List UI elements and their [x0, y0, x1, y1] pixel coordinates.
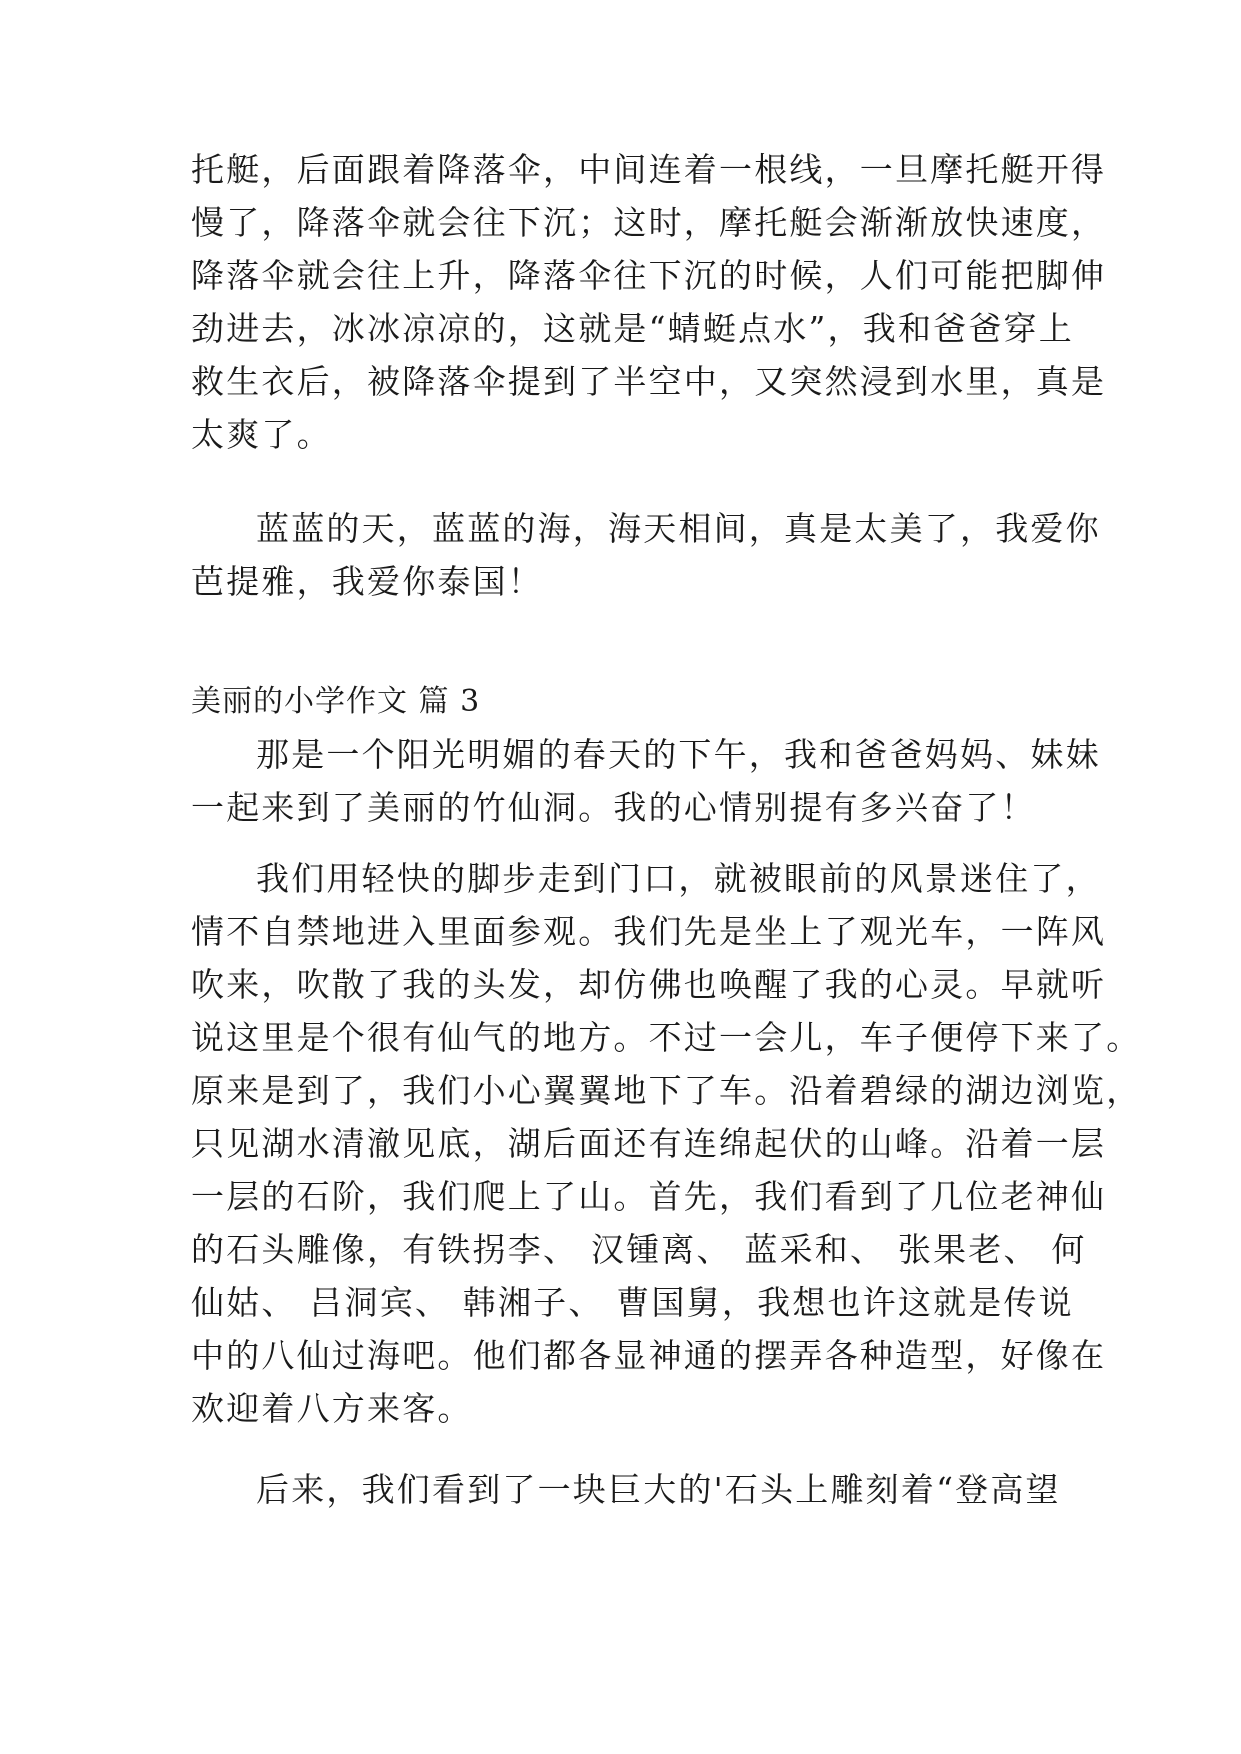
text-line: 原来是到了，我们小心翼翼地下了车。沿着碧绿的湖边浏览， [191, 1071, 1142, 1110]
text-line: 那是一个阳光明媚的春天的下午，我和爸爸妈妈、妹妹 [256, 735, 1101, 774]
text-line: 欢迎着八方来客。 [191, 1389, 473, 1428]
text-line: 只见湖水清澈见底，湖后面还有连绵起伏的山峰。沿着一层 [191, 1124, 1107, 1163]
text-line: 后来，我们看到了一块巨大的'石头上雕刻着“登高望 [256, 1470, 1061, 1509]
text-line: 太爽了。 [191, 415, 332, 454]
text-line: 仙姑、 吕洞宾、 韩湘子、 曹国舅，我想也许这就是传说 [191, 1283, 1074, 1322]
text-line: 中的八仙过海吧。他们都各显神通的摆弄各种造型，好像在 [191, 1336, 1107, 1375]
text-line: 救生衣后，被降落伞提到了半空中，又突然浸到水里，真是 [191, 362, 1107, 401]
text-line: 一起来到了美丽的竹仙洞。我的心情别提有多兴奋了！ [191, 788, 1036, 827]
text-line: 吹来，吹散了我的头发，却仿佛也唤醒了我的心灵。早就听 [191, 965, 1107, 1004]
text-line: 劲进去，冰冰凉凉的，这就是“蜻蜓点水”，我和爸爸穿上 [191, 309, 1074, 348]
text-line: 的石头雕像，有铁拐李、 汉锺离、 蓝采和、 张果老、 何 [191, 1230, 1087, 1269]
text-line: 我们用轻快的脚步走到门口，就被眼前的风景迷住了， [256, 859, 1101, 898]
text-line: 蓝蓝的天，蓝蓝的海，海天相间，真是太美了，我爱你 [256, 509, 1101, 548]
text-line: 一层的石阶，我们爬上了山。首先，我们看到了几位老神仙 [191, 1177, 1107, 1216]
text-line: 情不自禁地进入里面参观。我们先是坐上了观光车，一阵风 [191, 912, 1107, 951]
text-line: 托艇，后面跟着降落伞，中间连着一根线，一旦摩托艇开得 [191, 150, 1107, 189]
text-line: 说这里是个很有仙气的地方。不过一会儿，车子便停下来了。 [191, 1018, 1142, 1057]
text-line: 降落伞就会往上升，降落伞往下沉的时候，人们可能把脚伸 [191, 256, 1107, 295]
text-line: 慢了，降落伞就会往下沉；这时，摩托艇会渐渐放快速度， [191, 203, 1107, 242]
section-heading: 美丽的小学作文 篇 3 [191, 684, 481, 719]
text-line: 芭提雅，我爱你泰国！ [191, 562, 543, 601]
